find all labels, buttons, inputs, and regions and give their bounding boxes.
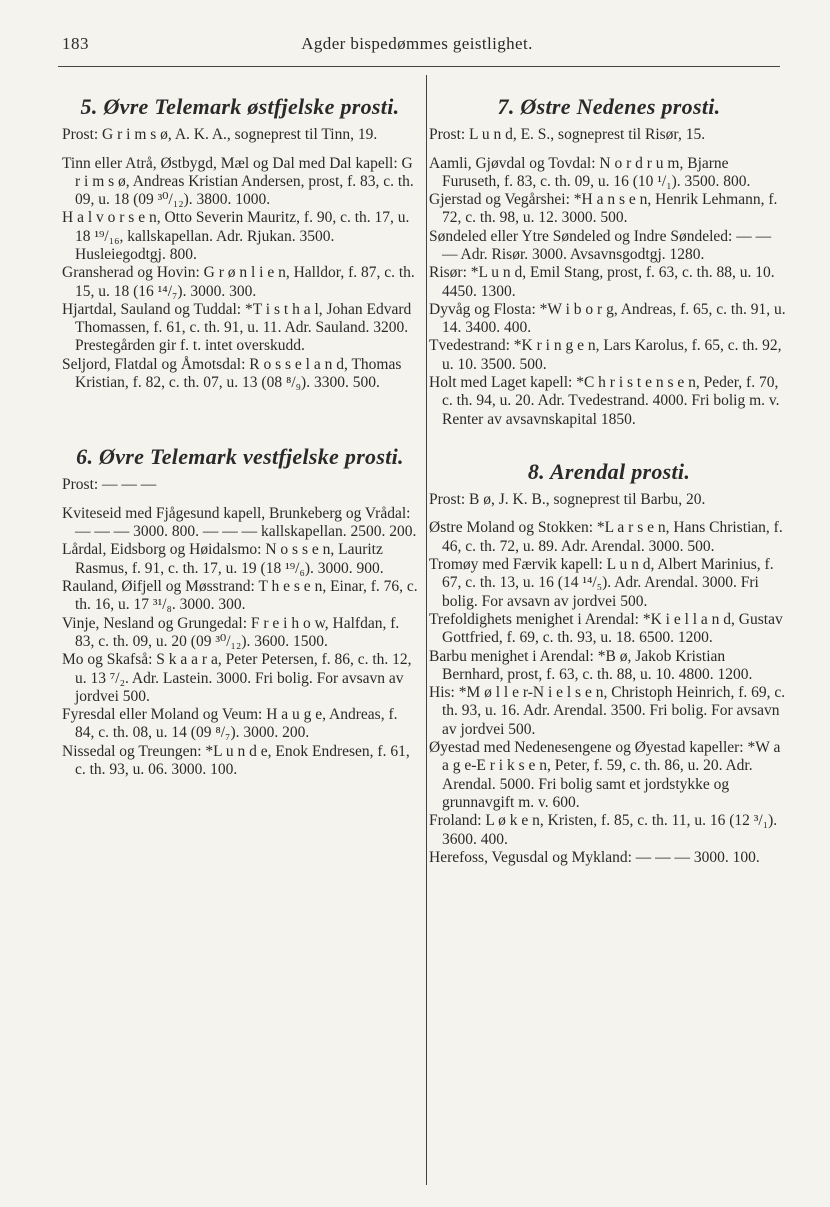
list-item: Rauland, Øifjell og Møsstrand: T h e s e n, Einar, f. 76, c. th. 16, u. 17 ³¹/₈. 3000. 300. [62,578,418,614]
running-title: Agder bispedømmes geistlighet. [301,34,533,53]
list-item: Risør: *L u n d, Emil Stang, prost, f. 63, c. th. 88, u. 10. 4450. 1300. [429,264,775,300]
list-item: Mo og Skafså: S k a a r a, Peter Petersen, f. 86, c. th. 12, u. 13 ⁷/₂. Adr. Lastein. 3000. Fri bolig. For avsavn av jordvei 500. [62,651,412,705]
list-item: Nissedal og Treungen: *L u n d e, Enok Endresen, f. 61, c. th. 93, u. 06. 3000. 100. [62,742,410,779]
list-item: Gjerstad og Vegårshei: *H a n s e n, Henrik Lehmann, f. 72, c. th. 98, u. 12. 3000. 500. [429,191,778,227]
section-5-prost: Prost: G r i m s ø, A. K. A., sogneprest til Tinn, 19. [62,126,378,143]
list-item: Tinn eller Atrå, Østbygd, Mæl og Dal med Dal kapell: G r i m s ø, Andreas Kristian Andersen, prost, f. 83, c. th. 09, u. 18 (09 ³⁰/₁₂). 3800. 1000. [62,154,414,209]
header-rule [58,66,780,67]
right-column [429,94,789,867]
list-item: Holt med Laget kapell: *C h r i s t e n s e n, Peder, f. 70, c. th. 94, u. 20. Adr. Tvedestrand. 4000. Fri bolig m. v. Renter av avsavnskapital 1850. [429,374,780,428]
section-5 [62,94,418,392]
section-5-title: 5. Øvre Telemark østfjelske prosti. [80,94,400,119]
section-8-title: 8. Arendal prosti. [527,458,691,484]
section-7-prost: Prost: L u n d, E. S., sogneprest til Risør, 15. [429,126,706,143]
section-6-prost: Prost: — — — [62,476,157,494]
list-item: Tromøy med Færvik kapell: L u n d, Albert Marinius, f. 67, c. th. 13, u. 16 (14 ¹⁴/₅). Adr. Arendal. 3000. Fri bolig. For avsavn av jordvei 500. [429,556,774,610]
section-7-title: 7. Østre Nedenes prosti. [497,94,721,119]
page-number: 183 [62,34,89,53]
list-item: Gransherad og Hovin: G r ø n l i e n, Halldor, f. 87, c. th. 15, u. 18 (16 ¹⁴/₇). 3000. 300. [62,264,415,300]
list-item: Fyresdal eller Moland og Veum: H a u g e, Andreas, f. 84, c. th. 08, u. 14 (09 ⁸/₇). 3000. 200. [62,706,398,742]
list-item: Øyestad med Nedenesengene og Øyestad kapeller: *W a a g e-E r i k s e n, Peter, f. 59, c. th. 86, u. 20. Adr. Arendal. 5000. Fri bolig samt et jordstykke og grunnavgift m. v. 600. [429,739,781,811]
column-divider [426,75,427,1185]
list-item: Dyvåg og Flosta: *W i b o r g, Andreas, f. 65, c. th. 91, u. 14. 3400. 400. [429,300,786,337]
list-item: Barbu menighet i Arendal: *B ø, Jakob Kristian Bernhard, prost, f. 63, c. th. 88, u. 10. 4800. 1200. [429,647,753,683]
list-item: Trefoldighets menighet i Arendal: *K i e l l a n d, Gustav Gottfried, f. 69, c. th. 93, u. 18. 6500. 1200. [429,610,783,647]
section-6 [62,444,418,779]
list-item: H a l v o r s e n, Otto Severin Mauritz, f. 90, c. th. 17, u. 18 ¹⁹/₁₆, kallskapellan. Adr. Rjukan. 3500. Husleiegodtgj. 800. [62,209,410,263]
section-8 [429,459,789,867]
list-item: Tvedestrand: *K r i n g e n, Lars Karolus, f. 65, c. th. 92, u. 10. 3500. 500. [429,337,782,373]
list-item: Aamli, Gjøvdal og Tovdal: N o r d r u m, Bjarne Furuseth, f. 83, c. th. 09, u. 16 (10 ¹/₁). 3500. 800. [429,154,751,190]
list-item: Kviteseid med Fjågesund kapell, Brunkeberg og Vrådal: — — — 3000. 800. — — — kallskapellan. 2500. 200. [62,504,417,541]
list-item: Herefoss, Vegusdal og Mykland: — — — 3000. 100. [429,848,760,866]
list-item: Vinje, Nesland og Grungedal: F r e i h o w, Halfdan, f. 83, c. th. 09, u. 20 (09 ³⁰/₁₂). 3600. 1500. [62,614,400,650]
list-item: Lårdal, Eidsborg og Høidalsmo: N o s s e n, Lauritz Rasmus, f. 91, c. th. 17, u. 19 (18 ¹⁹/₆). 3000. 900. [62,541,384,577]
left-column [62,94,418,779]
list-item: Seljord, Flatdal og Åmotsdal: R o s s e l a n d, Thomas Kristian, f. 82, c. th. 07, u. 13 (08 ⁸/₉). 3300. 500. [62,355,402,392]
list-item: Østre Moland og Stokken: *L a r s e n, Hans Christian, f. 46, c. th. 72, u. 89. Adr. Arendal. 3000. 500. [429,519,783,555]
section-8-prost: Prost: B ø, J. K. B., sogneprest til Barbu, 20. [429,490,706,508]
list-item: His: *M ø l l e r-N i e l s e n, Christoph Heinrich, f. 69, c. th. 93, u. 16. Adr. Arendal. 3500. Fri bolig. For avsavn av jordvei 500. [429,684,786,738]
list-item: Søndeled eller Ytre Søndeled og Indre Søndeled: — — — Adr. Risør. 3000. Avsavnsgodtgj. 1280. [429,227,772,263]
list-item: Hjartdal, Sauland og Tuddal: *T i s t h a l, Johan Edvard Thomassen, f. 61, c. th. 91, u. 11. Adr. Sauland. 3200. Prestegården gir f. t. intet overskudd. [62,300,412,355]
list-item: Froland: L ø k e n, Kristen, f. 85, c. th. 11, u. 16 (12 ³/₁). 3600. 400. [429,812,778,848]
page-header [62,34,772,58]
section-7 [429,94,789,429]
section-6-title: 6. Øvre Telemark vestfjelske prosti. [76,444,404,470]
